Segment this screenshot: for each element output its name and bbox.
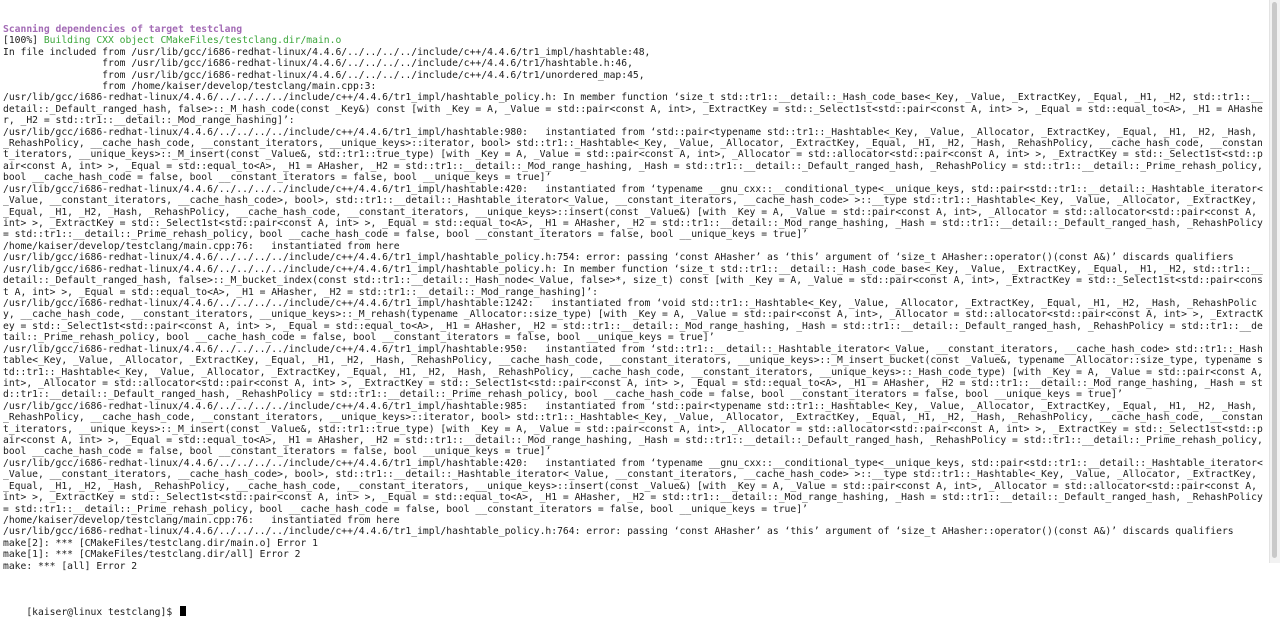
terminal-line-text: /usr/lib/gcc/i686-redhat-linux/4.4.6/../../../../include/c++/4.4.6/tr1_impl/hashtable:420: instantiated from ‘typename __gnu_cxx::__conditional_type<__unique_keys, std::pair<std::tr1::__detail::_Hashtable_iterator<_Value, __constant_iterators, __cache_hash_code>, bool>, std::tr1::__detail::_Hashtable_iterator<_Value, __constant_iterators, __cache_hash_code> >::__type std::tr1::_Hashtable<_Key, _Value, _Allocator, _ExtractKey, _Equal, _H1, _H2, _Hash, _RehashPolicy, __cache_hash_code, __constant_iterators, __unique_keys>::insert(const _Value&) [with _Key = A, _Value = std::pair<const A, int>, _Allocator = std::allocator<std::pair<const A, int> >, _ExtractKey = std::_Select1st<std::pair<const A, int> >, _Equal = std::equal_to<A>, _H1 = AHasher, _H2 = std::tr1::__detail::_Mod_range_hashing, _Hash = std::tr1::__detail::_Default_ranged_hash, _RehashPolicy = std::tr1::__detail::_Prime_rehash_policy, bool __cache_hash_code = false, bool __constant_iterators = false, bool __unique_keys = true]’ [3, 183, 1269, 241]
terminal-line [3, 549, 1268, 560]
terminal-line-text: /usr/lib/gcc/i686-redhat-linux/4.4.6/../../../../include/c++/4.4.6/tr1_impl/hashtable:985: instantiated from ‘std::pair<typename std::tr1::_Hashtable<_Key, _Value, _Allocator, _ExtractKey, _Equal, _H1, _H2, _Hash, _RehashPolicy, __cache_hash_code, __constant_iterators, __unique_keys>::iterator, bool> std::tr1::_Hashtable<_Key, _Value, _Allocator, _ExtractKey, _Equal, _H1, _H2, _Hash, _RehashPolicy, __cache_hash_code, __constant_iterators, __unique_keys>::_M_insert(const _Value&, std::tr1::true_type) [with _Key = A, _Value = std::pair<const A, int>, _Allocator = std::allocator<std::pair<const A, int> >, _ExtractKey = std::_Select1st<std::pair<const A, int> >, _Equal = std::equal_to<A>, _H1 = AHasher, _H2 = std::tr1::__detail::_Mod_range_hashing, _Hash = std::tr1::__detail::_Default_ranged_hash, _RehashPolicy = std::tr1::__detail::_Prime_rehash_policy, bool __cache_hash_code = false, bool __constant_iterators = false, bool __unique_keys = true]’ [3, 400, 1269, 458]
prompt-line[interactable] [3, 595, 1268, 630]
terminal-line [3, 24, 1268, 35]
terminal-line [3, 264, 1268, 298]
terminal-line [3, 35, 1268, 46]
terminal-line-status: Building CXX object CMakeFiles/testclang.dir/main.o [43, 35, 342, 47]
terminal-line-text: /usr/lib/gcc/i686-redhat-linux/4.4.6/../../../../include/c++/4.4.6/tr1_impl/hashtable_policy.h:764: error: passing ‘const AHasher’ as ‘this’ argument of ‘size_t AHasher::operator()(const A&)’ discards qualifiers [3, 526, 1234, 538]
vertical-scrollbar[interactable] [1269, 0, 1280, 563]
terminal-line-text: Scanning dependencies of target testclang [3, 23, 243, 35]
terminal-line [3, 458, 1268, 515]
terminal-line [3, 47, 1268, 58]
terminal-line-text: make: *** [all] Error 2 [3, 560, 138, 572]
text-cursor [180, 606, 186, 616]
terminal-line-text: from /usr/lib/gcc/i686-redhat-linux/4.4.6/../../../../include/c++/4.4.6/tr1/hashtable.h:46, [3, 58, 633, 70]
terminal-line [3, 81, 1268, 92]
terminal-line-text: from /usr/lib/gcc/i686-redhat-linux/4.4.6/../../../../include/c++/4.4.6/tr1/unordered_map:45, [3, 69, 645, 81]
terminal-line [3, 184, 1268, 241]
terminal-line [3, 58, 1268, 69]
scrollbar-thumb[interactable] [1272, 2, 1277, 558]
terminal-line-text: /usr/lib/gcc/i686-redhat-linux/4.4.6/../../../../include/c++/4.4.6/tr1_impl/hashtable_policy.h: In member function ‘size_t std::tr1::__detail::_Hash_code_base<_Key, _Value, _ExtractKey, _Equal, _H1, _H2, std::tr1::__detail::_Default_ranged_hash, false>::_M_hash_code(const _Key&) const [with _Key = A, _Value = std::pair<const A, int>, _ExtractKey = std::_Select1st<std::pair<const A, int> >, _Equal = std::equal_to<A>, _H1 = AHasher, _H2 = std::tr1::__detail::_Mod_range_hashing]’: [3, 92, 1263, 127]
terminal-line-text: /usr/lib/gcc/i686-redhat-linux/4.4.6/../../../../include/c++/4.4.6/tr1_impl/hashtable:1242: instantiated from ‘void std::tr1::_Hashtable<_Key, _Value, _Allocator, _ExtractKey, _Equal, _H1, _H2, _Hash, _RehashPolicy, __cache_hash_code, __constant_iterators, __unique_keys>::_M_rehash(typename _Allocator::size_type) [with _Key = A, _Value = std::pair<const A, int>, _Allocator = std::allocator<std::pair<const A, int> >, _ExtractKey = std::_Select1st<std::pair<const A, int> >, _Equal = std::equal_to<A>, _H1 = AHasher, _H2 = std::tr1::__detail::_Mod_range_hashing, _Hash = std::tr1::__detail::_Default_ranged_hash, _RehashPolicy = std::tr1::__detail::_Prime_rehash_policy, bool __cache_hash_code = false, bool __constant_iterators = false, bool __unique_keys = true]’ [3, 297, 1263, 344]
terminal-line-text: from /home/kaiser/develop/testclang/main.cpp:3: [3, 80, 377, 92]
terminal-line [3, 127, 1268, 184]
terminal-line [3, 70, 1268, 81]
terminal-line [3, 526, 1268, 537]
terminal-line [3, 561, 1268, 572]
terminal-line-text: /usr/lib/gcc/i686-redhat-linux/4.4.6/../../../../include/c++/4.4.6/tr1_impl/hashtable:980: instantiated from ‘std::pair<typename std::tr1::_Hashtable<_Key, _Value, _Allocator, _ExtractKey, _Equal, _H1, _H2, _Hash, _RehashPolicy, __cache_hash_code, __constant_iterators, __unique_keys>::iterator, bool> std::tr1::_Hashtable<_Key, _Value, _Allocator, _ExtractKey, _Equal, _H1, _H2, _Hash, _RehashPolicy, __cache_hash_code, __constant_iterators, __unique_keys>::_M_insert(const _Value&, std::tr1::true_type) [with _Key = A, _Value = std::pair<const A, int>, _Allocator = std::allocator<std::pair<const A, int> >, _ExtractKey = std::_Select1st<std::pair<const A, int> >, _Equal = std::equal_to<A>, _H1 = AHasher, _H2 = std::tr1::__detail::_Mod_range_hashing, _Hash = std::tr1::__detail::_Default_ranged_hash, _RehashPolicy = std::tr1::__detail::_Prime_rehash_policy, bool __cache_hash_code = false, bool __constant_iterators = false, bool __unique_keys = true]’ [3, 126, 1269, 184]
terminal-line-text: /home/kaiser/develop/testclang/main.cpp:76: instantiated from here [3, 240, 400, 252]
terminal-line-text: /usr/lib/gcc/i686-redhat-linux/4.4.6/../../../../include/c++/4.4.6/tr1_impl/hashtable:420: instantiated from ‘typename __gnu_cxx::__conditional_type<__unique_keys, std::pair<std::tr1::__detail::_Hashtable_iterator<_Value, __constant_iterators, __cache_hash_code>, bool>, std::tr1::__detail::_Hashtable_iterator<_Value, __constant_iterators, __cache_hash_code> >::__type std::tr1::_Hashtable<_Key, _Value, _Allocator, _ExtractKey, _Equal, _H1, _H2, _Hash, _RehashPolicy, __cache_hash_code, __constant_iterators, __unique_keys>::insert(const _Value&) [with _Key = A, _Value = std::pair<const A, int>, _Allocator = std::allocator<std::pair<const A, int> >, _ExtractKey = std::_Select1st<std::pair<const A, int> >, _Equal = std::equal_to<A>, _H1 = AHasher, _H2 = std::tr1::__detail::_Mod_range_hashing, _Hash = std::tr1::__detail::_Default_ranged_hash, _RehashPolicy = std::tr1::__detail::_Prime_rehash_policy, bool __cache_hash_code = false, bool __constant_iterators = false, bool __unique_keys = true]’ [3, 457, 1269, 515]
terminal-line-text: [100%] [3, 35, 44, 47]
terminal-line [3, 538, 1268, 549]
terminal-line-text: In file included from /usr/lib/gcc/i686-redhat-linux/4.4.6/../../../../include/c++/4.4.6/tr1_impl/hashtable:48, [3, 46, 651, 58]
terminal-line-text: make[2]: *** [CMakeFiles/testclang.dir/main.o] Error 1 [3, 537, 318, 549]
terminal-line [3, 92, 1268, 126]
terminal-lines [3, 24, 1268, 572]
terminal-line-text: /usr/lib/gcc/i686-redhat-linux/4.4.6/../../../../include/c++/4.4.6/tr1_impl/hashtable:950: instantiated from ‘std::tr1::__detail::_Hashtable_iterator<_Value, __constant_iterators, __cache_hash_code> std::tr1::_Hashtable<_Key, _Value, _Allocator, _ExtractKey, _Equal, _H1, _H2, _Hash, _RehashPolicy, __cache_hash_code, __constant_iterators, __unique_keys>::_M_insert_bucket(const _Value&, typename _Allocator::size_type, typename std::tr1::_Hashtable<_Key, _Value, _Allocator, _ExtractKey, _Equal, _H1, _H2, _Hash, _RehashPolicy, __cache_hash_code, __constant_iterators, __unique_keys>::_Hash_code_type) [with _Key = A, _Value = std::pair<const A, int>, _Allocator = std::allocator<std::pair<const A, int> >, _ExtractKey = std::_Select1st<std::pair<const A, int> >, _Equal = std::equal_to<A>, _H1 = AHasher, _H2 = std::tr1::__detail::_Mod_range_hashing, _Hash = std::tr1::__detail::_Default_ranged_hash, _RehashPolicy = std::tr1::__detail::_Prime_rehash_policy, bool __cache_hash_code = false, bool __constant_iterators = false, bool __unique_keys = true]’ [3, 343, 1269, 401]
terminal-line [3, 241, 1268, 252]
terminal-line [3, 344, 1268, 401]
terminal-line-text: /home/kaiser/develop/testclang/main.cpp:76: instantiated from here [3, 514, 400, 526]
terminal-line [3, 298, 1268, 344]
terminal-line [3, 401, 1268, 458]
shell-prompt: [kaiser@linux testclang]$ [26, 607, 178, 619]
terminal-line-text: /usr/lib/gcc/i686-redhat-linux/4.4.6/../../../../include/c++/4.4.6/tr1_impl/hashtable_policy.h: In member function ‘size_t std::tr1::__detail::_Hash_code_base<_Key, _Value, _ExtractKey, _Equal, _H1, _H2, std::tr1::__detail::_Default_ranged_hash, false>::_M_bucket_index(const std::tr1::__detail::_Hash_node<_Value, false>*, size_t) const [with _Key = A, _Value = std::pair<const A, int>, _ExtractKey = std::_Select1st<std::pair<const A, int> >, _Equal = std::equal_to<A>, _H1 = AHasher, _H2 = std::tr1::__detail::_Mod_range_hashing]’: [3, 263, 1263, 298]
terminal-line [3, 515, 1268, 526]
terminal-line [3, 252, 1268, 263]
terminal-line-text: /usr/lib/gcc/i686-redhat-linux/4.4.6/../../../../include/c++/4.4.6/tr1_impl/hashtable_policy.h:754: error: passing ‘const AHasher’ as ‘this’ argument of ‘size_t AHasher::operator()(const A&)’ discards qualifiers [3, 252, 1234, 264]
terminal-line-text: make[1]: *** [CMakeFiles/testclang.dir/all] Error 2 [3, 549, 301, 561]
